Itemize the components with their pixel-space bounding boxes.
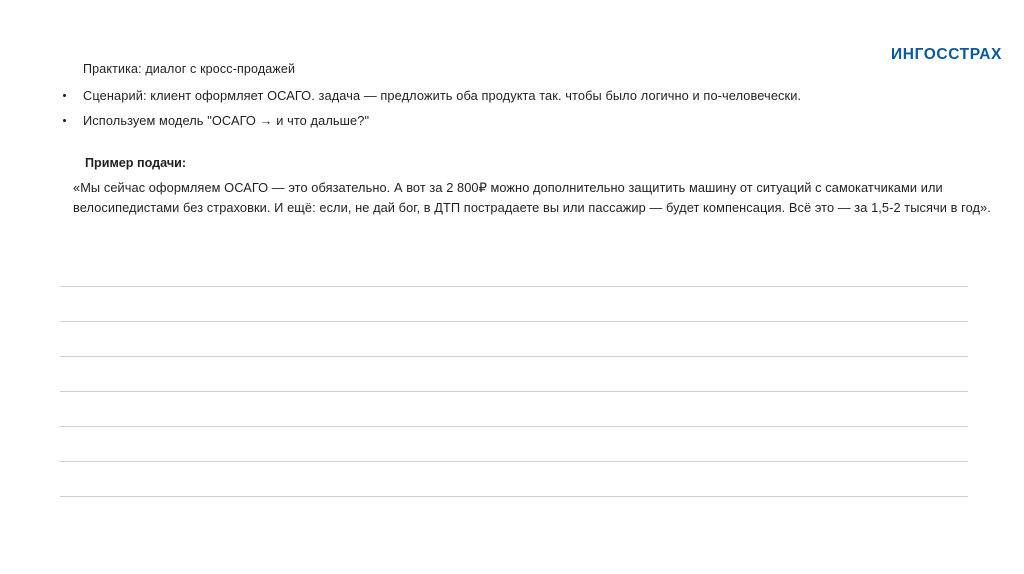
note-line <box>60 252 968 287</box>
practice-title: Практика: диалог с кросс-продажей <box>83 62 296 76</box>
bullet-text: Используем модель "ОСАГО → и что дальше?" <box>83 113 370 129</box>
note-line <box>60 322 968 357</box>
note-line <box>60 427 968 462</box>
bullet-list <box>60 86 990 130</box>
slide-content <box>60 62 990 217</box>
bullet-text: Сценарий: клиент оформляет ОСАГО. задача — предложить оба продукта так. чтобы было логично и по-человечески. <box>83 88 802 103</box>
note-line <box>60 462 968 497</box>
note-line <box>60 392 968 427</box>
note-line <box>60 357 968 392</box>
list-item <box>60 86 990 105</box>
example-heading: Пример подачи: <box>85 156 187 171</box>
example-paragraph: «Мы сейчас оформляем ОСАГО — это обязательно. А вот за 2 800₽ можно дополнительно защитить машину от ситуаций с самокатчиками или велосипедистами без страховки. И ещё: если, не дай бог, в ДТП пострадаете вы или пассажир — будет компенсация. Всё это — за 1,5-2 тысячи в год». <box>73 180 991 215</box>
note-line <box>60 287 968 322</box>
note-lines <box>60 252 968 497</box>
company-logo-text: ИНГОССТРАХ <box>891 46 1002 63</box>
list-item <box>60 111 990 130</box>
